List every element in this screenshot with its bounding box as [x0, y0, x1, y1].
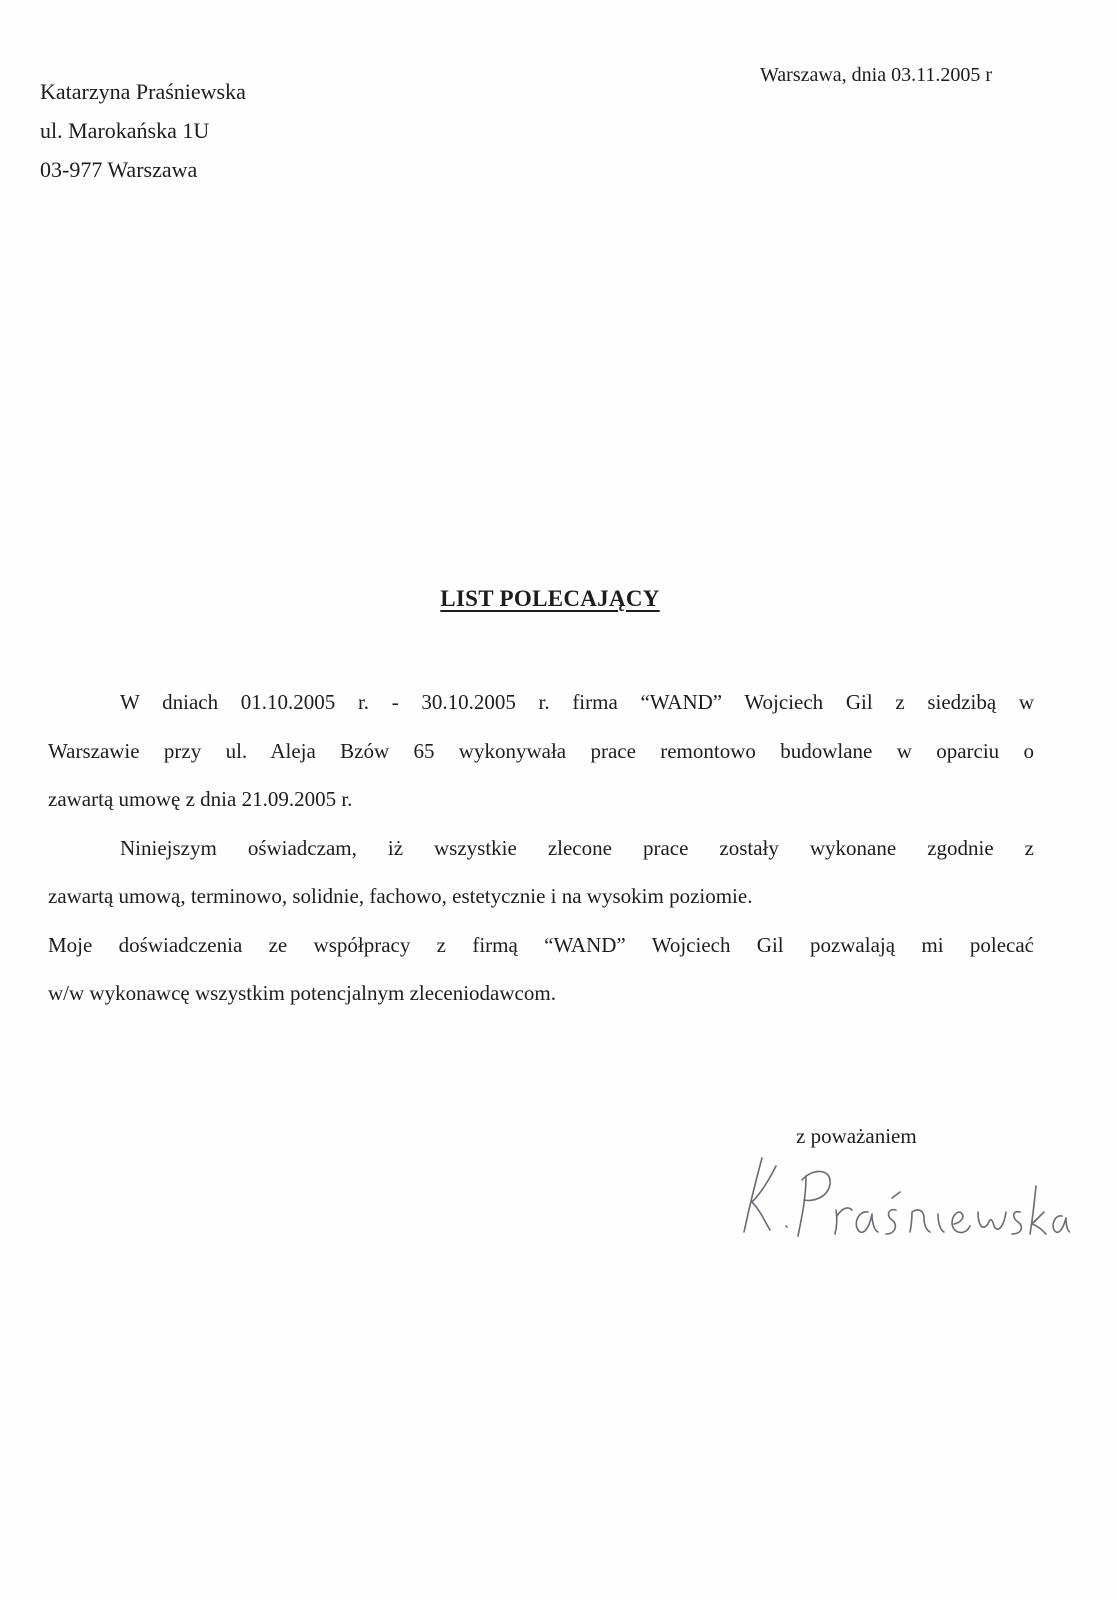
- sender-street: ul. Marokańska 1U: [40, 118, 210, 143]
- handwritten-signature: [740, 1146, 1070, 1246]
- closing-phrase: z poważaniem: [796, 1124, 917, 1148]
- body-line: w/w wykonawcę wszystkim potencjalnym zleceniodawcom.: [48, 981, 556, 1005]
- body-line: W dniach 01.10.2005 r. - 30.10.2005 r. firma “WAND” Wojciech Gil z siedzibą w: [120, 690, 1034, 714]
- place-date: Warszawa, dnia 03.11.2005 r: [760, 64, 993, 86]
- sender-name: Katarzyna Praśniewska: [40, 79, 246, 104]
- document-title: LIST POLECAJĄCY: [440, 586, 660, 611]
- body-line: zawartą umowę z dnia 21.09.2005 r.: [48, 787, 353, 811]
- body-line: Warszawie przy ul. Aleja Bzów 65 wykonywała prace remontowo budowlane w oparciu o: [48, 738, 1034, 763]
- letter-body: [48, 678, 1034, 1018]
- sender-address-block: [40, 72, 246, 189]
- body-line: zawartą umową, terminowo, solidnie, fachowo, estetycznie i na wysokim poziomie.: [48, 884, 753, 908]
- body-line: Niniejszym oświadczam, iż wszystkie zlecone prace zostały wykonane zgodnie z: [120, 835, 1034, 860]
- sender-city: 03-977 Warszawa: [40, 157, 198, 182]
- body-line: Moje doświadczenia ze współpracy z firmą “WAND” Wojciech Gil pozwalają mi polecać: [48, 932, 1034, 957]
